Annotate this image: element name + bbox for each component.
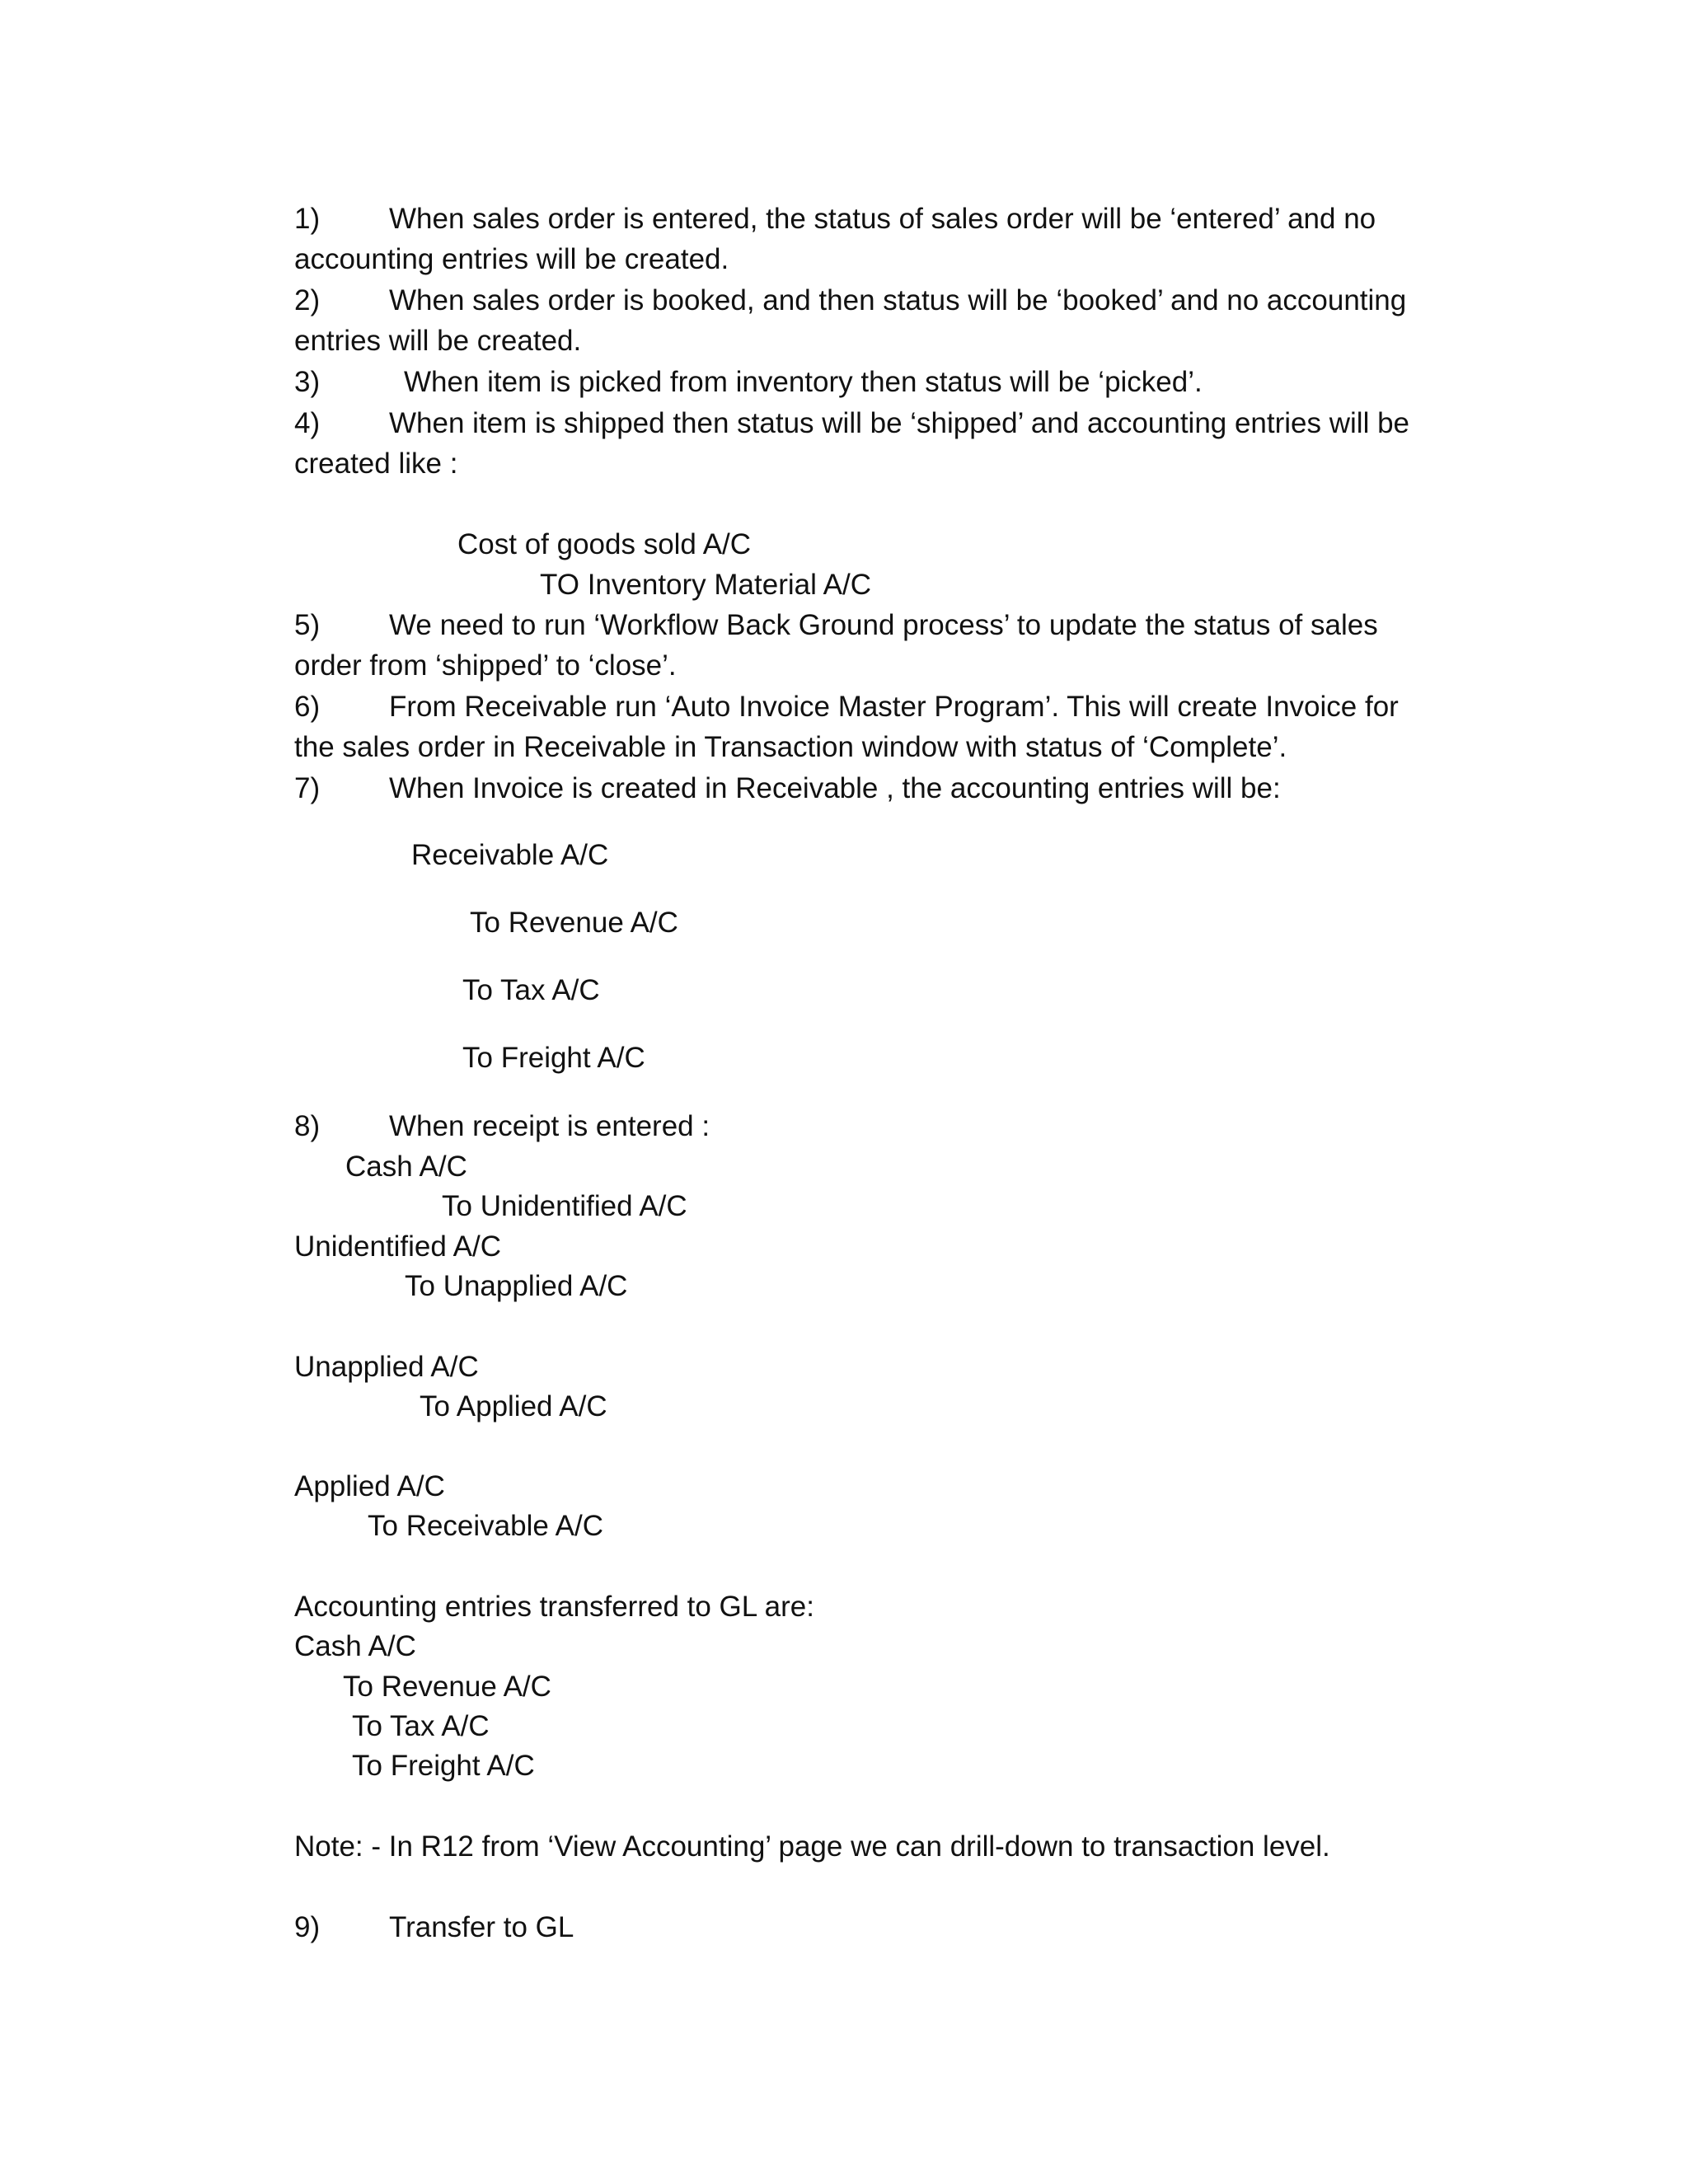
- journal-credit: To Tax A/C: [352, 1710, 490, 1742]
- step-text-continued: accounting entries will be created.: [294, 243, 729, 275]
- step-text-continued: created like :: [294, 448, 458, 480]
- journal-credit: To Revenue A/C: [470, 907, 678, 939]
- step-1: [294, 199, 1376, 239]
- step-number: 8): [294, 1110, 321, 1142]
- step-text: Transfer to GL: [389, 1911, 574, 1943]
- step-8: [294, 1106, 710, 1146]
- journal-debit: Cash A/C: [345, 1151, 467, 1183]
- step-number: 2): [294, 284, 321, 316]
- step-number: 6): [294, 691, 321, 723]
- step-3: [294, 362, 1203, 402]
- journal-credit: To Freight A/C: [352, 1750, 535, 1782]
- step-text-continued: order from ‘shipped’ to ‘close’.: [294, 649, 677, 682]
- step-text-continued: the sales order in Receivable in Transaction window with status of ‘Complete’.: [294, 731, 1287, 763]
- step-text: We need to run ‘Workflow Back Ground process’ to update the status of sales: [389, 609, 1378, 641]
- step-6: [294, 687, 1399, 727]
- step-number: 1): [294, 203, 321, 235]
- journal-credit: To Receivable A/C: [368, 1510, 603, 1542]
- step-text-continued: entries will be created.: [294, 325, 582, 357]
- journal-debit: Applied A/C: [294, 1470, 445, 1502]
- step-text: When sales order is entered, the status of sales order will be ‘entered’ and no: [389, 203, 1376, 235]
- journal-credit: To Unidentified A/C: [442, 1190, 687, 1222]
- step-number: 4): [294, 407, 321, 439]
- journal-credit: To Revenue A/C: [343, 1671, 551, 1703]
- journal-credit: TO Inventory Material A/C: [540, 569, 872, 601]
- journal-credit: To Unapplied A/C: [405, 1270, 628, 1302]
- step-9: [294, 1907, 574, 1947]
- step-2: [294, 280, 1406, 321]
- step-text: When item is picked from inventory then status will be ‘picked’.: [404, 366, 1203, 398]
- step-text: From Receivable run ‘Auto Invoice Master Program’. This will create Invoice for: [389, 691, 1399, 723]
- journal-credit: To Tax A/C: [462, 974, 600, 1006]
- gl-heading: Accounting entries transferred to GL are:: [294, 1591, 814, 1623]
- step-5: [294, 605, 1378, 645]
- step-text: When receipt is entered :: [389, 1110, 710, 1142]
- journal-debit: Receivable A/C: [411, 839, 609, 871]
- journal-credit: To Applied A/C: [420, 1390, 607, 1422]
- step-number: 9): [294, 1911, 321, 1943]
- step-text: When sales order is booked, and then status will be ‘booked’ and no accounting: [389, 284, 1407, 316]
- journal-debit: Unapplied A/C: [294, 1351, 479, 1383]
- step-4: [294, 403, 1409, 443]
- note-text: Note: - In R12 from ‘View Accounting’ page we can drill-down to transaction level.: [294, 1830, 1330, 1863]
- step-text: When item is shipped then status will be ‘shipped’ and accounting entries will be: [389, 407, 1410, 439]
- step-7: [294, 768, 1281, 808]
- step-number: 5): [294, 609, 321, 641]
- step-text: When Invoice is created in Receivable , the accounting entries will be:: [389, 772, 1281, 804]
- journal-credit: To Freight A/C: [462, 1042, 645, 1074]
- step-number: 7): [294, 772, 321, 804]
- journal-debit: Cost of goods sold A/C: [457, 528, 752, 560]
- journal-debit: Unidentified A/C: [294, 1230, 501, 1263]
- step-number: 3): [294, 366, 321, 398]
- journal-debit: Cash A/C: [294, 1630, 416, 1662]
